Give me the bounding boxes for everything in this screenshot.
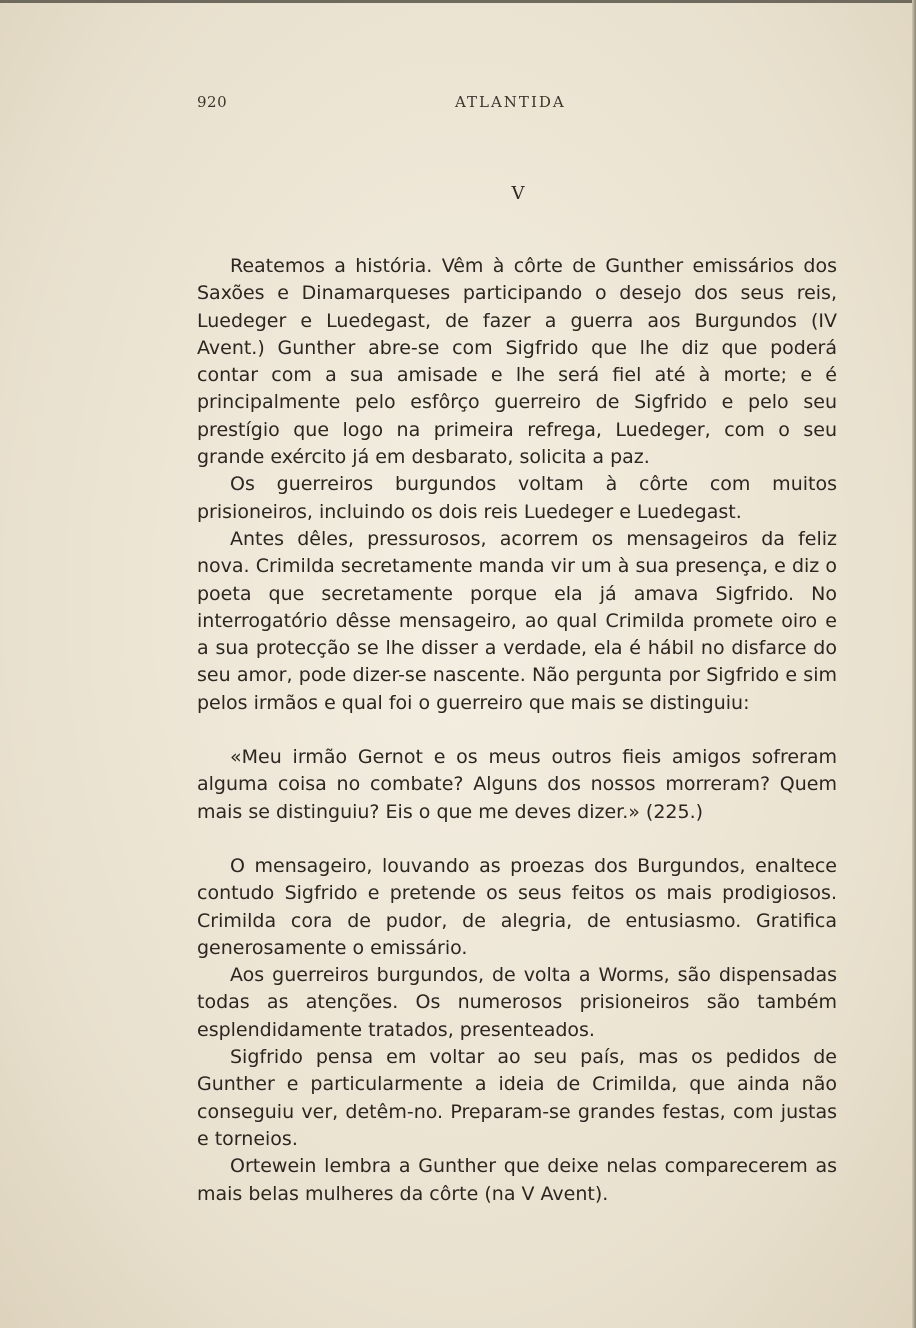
paragraph: Sigfrido pensa em voltar ao seu país, mas os pedidos de Gunther e particularmente a ideia de Crimilda, que ainda não conseguiu ver, detêm-no. Preparam-se grandes festas, com justas e torneios. (197, 1046, 837, 1150)
paragraph: O mensageiro, louvando as proezas dos Burgundos, enaltece contudo Sigfrido e pretende os seus feitos os mais prodigiosos. Crimilda cora de pudor, de alegria, de entusiasmo. Gratifica generosamente o emissário. (197, 854, 837, 959)
paragraph: Ortewein lembra a Gunther que deixe nelas comparecerem as mais belas mulheres da côrte (na V Avent). (197, 1155, 837, 1205)
paragraph: Aos guerreiros burgundos, de volta a Worms, são dispensadas todas as atenções. Os numerosos prisioneiros são também esplendidamente tratados, presenteados. (197, 964, 837, 1041)
journal-title: ATLANTIDA (455, 93, 566, 111)
page-number: 920 (197, 93, 228, 111)
running-head (197, 93, 837, 115)
body-text (197, 253, 837, 1208)
paragraph: Reatemos a história. Vêm à côrte de Gunther emissários dos Saxões e Dinamarqueses participando o desejo dos seus reis, Luedeger e Luedegast, de fazer a guerra aos Burgundos (IV Avent.) Gunther abre-se com Sigfrido que lhe diz que poderá contar com a sua amisade e lhe será fiel até à morte; e é principalmente pelo esfôrço guerreiro de Sigfrido e pelo seu prestígio que logo na primeira refrega, Luedeger, com o seu grande exército já em desbarato, solicita a paz. (197, 255, 837, 469)
page-edge-top (0, 0, 916, 3)
quoted-passage: «Meu irmão Gernot e os meus outros fieis amigos sofreram alguma coisa no combate? Alguns dos nossos morreram? Quem mais se distinguiu? Eis o que me deves dizer.» (225.) (197, 746, 837, 823)
paragraph: Os guerreiros burgundos voltam à côrte com muitos prisioneiros, incluindo os dois reis Luedeger e Luedegast. (197, 473, 837, 523)
chapter-heading: V (511, 183, 525, 204)
paragraph: Antes dêles, pressurosos, acorrem os mensageiros da feliz nova. Crimilda secretamente manda vir um à sua presença, e diz o poeta que secretamente porque ela já amava Sigfrido. No interrogatório dêsse mensageiro, ao qual Crimilda promete oiro e a sua protecção se lhe disser a verdade, ela é hábil no disfarce do seu amor, pode dizer-se nascente. Não pergunta por Sigfrido e sim pelos irmãos e qual foi o guerreiro que mais se distinguiu: (197, 527, 837, 714)
